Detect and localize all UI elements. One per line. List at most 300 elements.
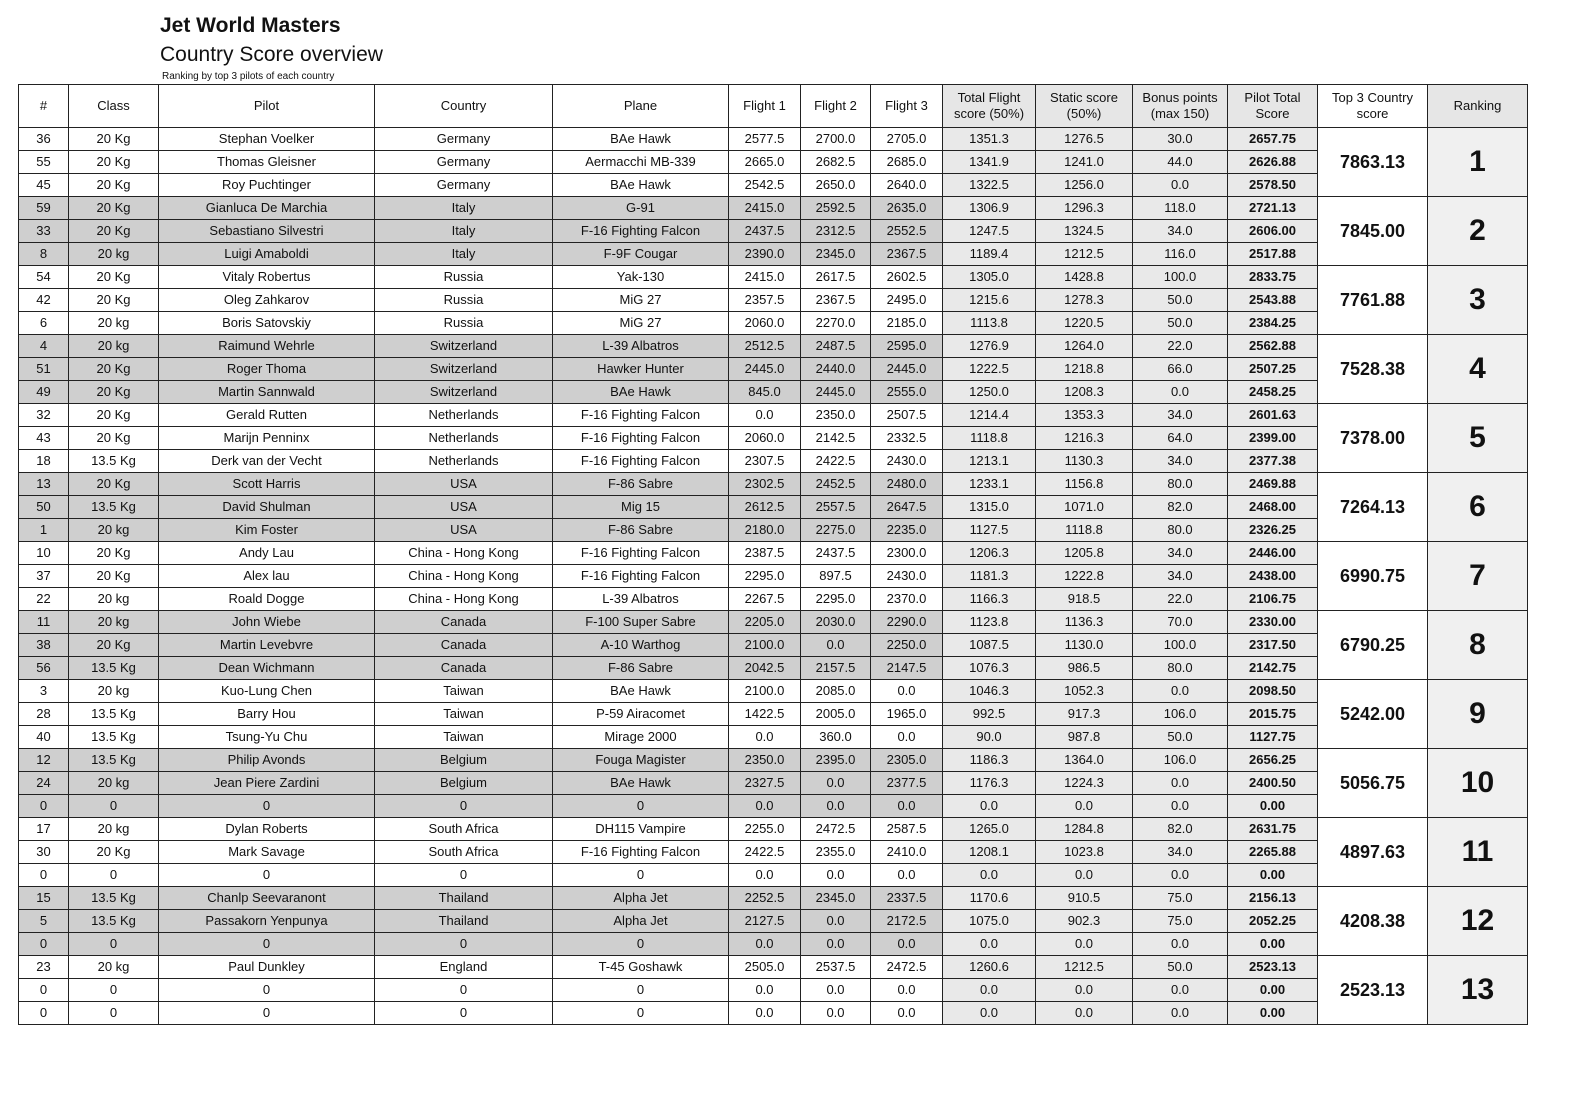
cell-pilot-number: 28 <box>19 703 69 726</box>
ranking-cell: 2 <box>1428 197 1528 266</box>
cell-class: 20 kg <box>69 243 159 266</box>
cell-flight-1: 2422.5 <box>729 841 801 864</box>
country-score-cell: 6790.25 <box>1318 611 1428 680</box>
cell-flight-2: 0.0 <box>801 933 871 956</box>
cell-flight-3: 2377.5 <box>871 772 943 795</box>
cell-plane: 0 <box>553 933 729 956</box>
cell-pilot-total-score: 2265.88 <box>1228 841 1318 864</box>
cell-pilot-total-score: 2015.75 <box>1228 703 1318 726</box>
table-row <box>19 128 1528 151</box>
cell-plane: F-9F Cougar <box>553 243 729 266</box>
cell-flight-1: 2350.0 <box>729 749 801 772</box>
cell-class: 20 Kg <box>69 151 159 174</box>
cell-country: Russia <box>375 266 553 289</box>
cell-pilot-name: Barry Hou <box>159 703 375 726</box>
table-row <box>19 427 1528 450</box>
cell-bonus-points: 100.0 <box>1133 266 1228 289</box>
cell-pilot-number: 24 <box>19 772 69 795</box>
table-row <box>19 657 1528 680</box>
cell-flight-3: 2305.0 <box>871 749 943 772</box>
cell-pilot-total-score: 1127.75 <box>1228 726 1318 749</box>
cell-class: 20 kg <box>69 611 159 634</box>
cell-class: 0 <box>69 979 159 1002</box>
cell-flight-3: 2472.5 <box>871 956 943 979</box>
cell-class: 20 Kg <box>69 358 159 381</box>
cell-flight-2: 0.0 <box>801 910 871 933</box>
cell-pilot-number: 30 <box>19 841 69 864</box>
table-row <box>19 772 1528 795</box>
cell-pilot-number: 0 <box>19 1002 69 1025</box>
cell-static-score: 1276.5 <box>1036 128 1133 151</box>
cell-pilot-number: 55 <box>19 151 69 174</box>
cell-flight-1: 0.0 <box>729 795 801 818</box>
cell-country: Germany <box>375 151 553 174</box>
cell-pilot-name: 0 <box>159 979 375 1002</box>
cell-plane: F-16 Fighting Falcon <box>553 220 729 243</box>
cell-plane: Hawker Hunter <box>553 358 729 381</box>
cell-pilot-total-score: 2517.88 <box>1228 243 1318 266</box>
cell-pilot-name: Martin Sannwald <box>159 381 375 404</box>
cell-pilot-total-score: 2399.00 <box>1228 427 1318 450</box>
table-row <box>19 864 1528 887</box>
cell-total-flight-score: 1166.3 <box>943 588 1036 611</box>
ranking-cell: 1 <box>1428 128 1528 197</box>
cell-flight-1: 2505.0 <box>729 956 801 979</box>
cell-flight-1: 2127.5 <box>729 910 801 933</box>
cell-class: 20 Kg <box>69 404 159 427</box>
cell-country: Thailand <box>375 910 553 933</box>
cell-total-flight-score: 1215.6 <box>943 289 1036 312</box>
cell-country: Netherlands <box>375 427 553 450</box>
cell-pilot-total-score: 2052.25 <box>1228 910 1318 933</box>
cell-flight-3: 0.0 <box>871 1002 943 1025</box>
cell-pilot-number: 18 <box>19 450 69 473</box>
cell-pilot-number: 0 <box>19 864 69 887</box>
cell-flight-3: 2647.5 <box>871 496 943 519</box>
cell-flight-3: 2185.0 <box>871 312 943 335</box>
cell-country: Canada <box>375 634 553 657</box>
cell-country: China - Hong Kong <box>375 542 553 565</box>
cell-plane: F-16 Fighting Falcon <box>553 404 729 427</box>
cell-country: Belgium <box>375 749 553 772</box>
cell-static-score: 1324.5 <box>1036 220 1133 243</box>
table-row <box>19 588 1528 611</box>
document-subtitle: Country Score overview <box>160 43 383 66</box>
cell-plane: L-39 Albatros <box>553 335 729 358</box>
cell-flight-1: 2295.0 <box>729 565 801 588</box>
col-header-class: Class <box>69 85 159 128</box>
col-header-flight-1: Flight 1 <box>729 85 801 128</box>
cell-plane: F-16 Fighting Falcon <box>553 841 729 864</box>
country-score-cell: 2523.13 <box>1318 956 1428 1025</box>
cell-pilot-number: 1 <box>19 519 69 542</box>
cell-country: England <box>375 956 553 979</box>
cell-plane: Mig 15 <box>553 496 729 519</box>
cell-pilot-number: 50 <box>19 496 69 519</box>
cell-flight-2: 2445.0 <box>801 381 871 404</box>
cell-pilot-name: Marijn Penninx <box>159 427 375 450</box>
cell-static-score: 1130.3 <box>1036 450 1133 473</box>
cell-total-flight-score: 1113.8 <box>943 312 1036 335</box>
cell-pilot-total-score: 2330.00 <box>1228 611 1318 634</box>
cell-pilot-name: Mark Savage <box>159 841 375 864</box>
cell-class: 0 <box>69 795 159 818</box>
cell-total-flight-score: 0.0 <box>943 979 1036 1002</box>
cell-class: 13.5 Kg <box>69 726 159 749</box>
cell-pilot-number: 42 <box>19 289 69 312</box>
cell-bonus-points: 66.0 <box>1133 358 1228 381</box>
cell-static-score: 1156.8 <box>1036 473 1133 496</box>
cell-flight-2: 2157.5 <box>801 657 871 680</box>
cell-plane: MiG 27 <box>553 289 729 312</box>
cell-pilot-number: 11 <box>19 611 69 634</box>
cell-flight-3: 0.0 <box>871 726 943 749</box>
cell-static-score: 910.5 <box>1036 887 1133 910</box>
cell-pilot-name: Chanlp Seevaranont <box>159 887 375 910</box>
cell-pilot-total-score: 2458.25 <box>1228 381 1318 404</box>
cell-plane: Yak-130 <box>553 266 729 289</box>
cell-static-score: 917.3 <box>1036 703 1133 726</box>
col-header-country: Country <box>375 85 553 128</box>
cell-bonus-points: 0.0 <box>1133 933 1228 956</box>
cell-flight-1: 2437.5 <box>729 220 801 243</box>
cell-total-flight-score: 1206.3 <box>943 542 1036 565</box>
cell-pilot-number: 17 <box>19 818 69 841</box>
cell-plane: L-39 Albatros <box>553 588 729 611</box>
col-header-plane: Plane <box>553 85 729 128</box>
cell-class: 20 kg <box>69 588 159 611</box>
cell-country: 0 <box>375 979 553 1002</box>
cell-flight-2: 2005.0 <box>801 703 871 726</box>
table-row <box>19 703 1528 726</box>
country-score-cell: 7378.00 <box>1318 404 1428 473</box>
cell-bonus-points: 75.0 <box>1133 910 1228 933</box>
cell-total-flight-score: 0.0 <box>943 1002 1036 1025</box>
cell-bonus-points: 22.0 <box>1133 335 1228 358</box>
table-row <box>19 565 1528 588</box>
cell-plane: 0 <box>553 795 729 818</box>
cell-pilot-name: Martin Levebvre <box>159 634 375 657</box>
cell-total-flight-score: 1127.5 <box>943 519 1036 542</box>
cell-class: 20 kg <box>69 956 159 979</box>
cell-flight-3: 2430.0 <box>871 565 943 588</box>
cell-plane: DH115 Vampire <box>553 818 729 841</box>
cell-class: 20 Kg <box>69 289 159 312</box>
cell-static-score: 1212.5 <box>1036 243 1133 266</box>
cell-static-score: 0.0 <box>1036 1002 1133 1025</box>
cell-pilot-total-score: 2606.00 <box>1228 220 1318 243</box>
cell-plane: 0 <box>553 864 729 887</box>
cell-flight-2: 2295.0 <box>801 588 871 611</box>
cell-pilot-number: 54 <box>19 266 69 289</box>
cell-pilot-number: 38 <box>19 634 69 657</box>
cell-pilot-number: 43 <box>19 427 69 450</box>
cell-bonus-points: 34.0 <box>1133 450 1228 473</box>
cell-bonus-points: 106.0 <box>1133 749 1228 772</box>
cell-country: South Africa <box>375 818 553 841</box>
cell-pilot-number: 10 <box>19 542 69 565</box>
cell-flight-2: 2617.5 <box>801 266 871 289</box>
cell-total-flight-score: 1305.0 <box>943 266 1036 289</box>
cell-pilot-name: Dean Wichmann <box>159 657 375 680</box>
cell-country: Taiwan <box>375 703 553 726</box>
cell-country: Switzerland <box>375 335 553 358</box>
cell-pilot-total-score: 2156.13 <box>1228 887 1318 910</box>
cell-class: 20 kg <box>69 312 159 335</box>
cell-pilot-total-score: 2446.00 <box>1228 542 1318 565</box>
cell-country: Netherlands <box>375 450 553 473</box>
cell-pilot-name: Gerald Rutten <box>159 404 375 427</box>
cell-bonus-points: 75.0 <box>1133 887 1228 910</box>
cell-flight-3: 2250.0 <box>871 634 943 657</box>
cell-plane: G-91 <box>553 197 729 220</box>
cell-pilot-number: 22 <box>19 588 69 611</box>
cell-flight-2: 2350.0 <box>801 404 871 427</box>
cell-class: 20 Kg <box>69 381 159 404</box>
country-score-cell: 6990.75 <box>1318 542 1428 611</box>
cell-static-score: 1256.0 <box>1036 174 1133 197</box>
cell-flight-3: 2705.0 <box>871 128 943 151</box>
cell-flight-3: 2147.5 <box>871 657 943 680</box>
cell-total-flight-score: 1170.6 <box>943 887 1036 910</box>
cell-pilot-total-score: 2657.75 <box>1228 128 1318 151</box>
cell-pilot-total-score: 2601.63 <box>1228 404 1318 427</box>
cell-flight-2: 2345.0 <box>801 887 871 910</box>
cell-static-score: 0.0 <box>1036 933 1133 956</box>
cell-class: 13.5 Kg <box>69 910 159 933</box>
cell-plane: P-59 Airacomet <box>553 703 729 726</box>
cell-total-flight-score: 1213.1 <box>943 450 1036 473</box>
cell-flight-1: 845.0 <box>729 381 801 404</box>
cell-total-flight-score: 1250.0 <box>943 381 1036 404</box>
cell-flight-1: 2180.0 <box>729 519 801 542</box>
col-header-bonus-points: Bonus points (max 150) <box>1133 85 1228 128</box>
ranking-cell: 7 <box>1428 542 1528 611</box>
cell-static-score: 987.8 <box>1036 726 1133 749</box>
cell-static-score: 1224.3 <box>1036 772 1133 795</box>
cell-pilot-total-score: 2631.75 <box>1228 818 1318 841</box>
cell-flight-3: 0.0 <box>871 933 943 956</box>
cell-class: 13.5 Kg <box>69 749 159 772</box>
cell-flight-1: 2060.0 <box>729 312 801 335</box>
cell-country: Russia <box>375 289 553 312</box>
cell-pilot-number: 40 <box>19 726 69 749</box>
cell-flight-1: 0.0 <box>729 726 801 749</box>
cell-pilot-number: 33 <box>19 220 69 243</box>
cell-plane: BAe Hawk <box>553 772 729 795</box>
cell-flight-2: 2537.5 <box>801 956 871 979</box>
cell-bonus-points: 70.0 <box>1133 611 1228 634</box>
cell-country: China - Hong Kong <box>375 588 553 611</box>
cell-class: 20 Kg <box>69 542 159 565</box>
cell-pilot-name: John Wiebe <box>159 611 375 634</box>
cell-flight-1: 2307.5 <box>729 450 801 473</box>
cell-country: USA <box>375 496 553 519</box>
cell-pilot-number: 15 <box>19 887 69 910</box>
cell-pilot-total-score: 2469.88 <box>1228 473 1318 496</box>
cell-total-flight-score: 1322.5 <box>943 174 1036 197</box>
cell-country: 0 <box>375 864 553 887</box>
cell-total-flight-score: 992.5 <box>943 703 1036 726</box>
cell-static-score: 1216.3 <box>1036 427 1133 450</box>
cell-bonus-points: 44.0 <box>1133 151 1228 174</box>
cell-bonus-points: 82.0 <box>1133 818 1228 841</box>
table-row <box>19 887 1528 910</box>
cell-bonus-points: 34.0 <box>1133 220 1228 243</box>
cell-flight-2: 0.0 <box>801 795 871 818</box>
cell-bonus-points: 30.0 <box>1133 128 1228 151</box>
cell-total-flight-score: 1186.3 <box>943 749 1036 772</box>
country-score-cell: 7264.13 <box>1318 473 1428 542</box>
cell-flight-2: 2437.5 <box>801 542 871 565</box>
cell-country: Canada <box>375 611 553 634</box>
table-row <box>19 611 1528 634</box>
col-header-pilot-total-score: Pilot Total Score <box>1228 85 1318 128</box>
cell-bonus-points: 50.0 <box>1133 289 1228 312</box>
table-row <box>19 450 1528 473</box>
cell-bonus-points: 80.0 <box>1133 473 1228 496</box>
table-row <box>19 473 1528 496</box>
col-header-ranking: Ranking <box>1428 85 1528 128</box>
cell-flight-3: 0.0 <box>871 795 943 818</box>
country-score-cell: 4897.63 <box>1318 818 1428 887</box>
cell-class: 13.5 Kg <box>69 496 159 519</box>
cell-flight-3: 2290.0 <box>871 611 943 634</box>
table-body <box>19 128 1528 1025</box>
cell-pilot-number: 37 <box>19 565 69 588</box>
cell-flight-3: 2370.0 <box>871 588 943 611</box>
cell-flight-1: 1422.5 <box>729 703 801 726</box>
cell-flight-3: 0.0 <box>871 680 943 703</box>
cell-total-flight-score: 1046.3 <box>943 680 1036 703</box>
cell-flight-2: 2700.0 <box>801 128 871 151</box>
cell-static-score: 1220.5 <box>1036 312 1133 335</box>
cell-pilot-total-score: 2523.13 <box>1228 956 1318 979</box>
cell-pilot-name: Thomas Gleisner <box>159 151 375 174</box>
ranking-cell: 10 <box>1428 749 1528 818</box>
cell-flight-1: 2415.0 <box>729 266 801 289</box>
ranking-cell: 6 <box>1428 473 1528 542</box>
cell-flight-1: 2577.5 <box>729 128 801 151</box>
cell-total-flight-score: 1176.3 <box>943 772 1036 795</box>
cell-flight-3: 2172.5 <box>871 910 943 933</box>
cell-class: 0 <box>69 864 159 887</box>
cell-static-score: 1118.8 <box>1036 519 1133 542</box>
cell-pilot-total-score: 0.00 <box>1228 864 1318 887</box>
cell-flight-2: 2142.5 <box>801 427 871 450</box>
cell-pilot-total-score: 2326.25 <box>1228 519 1318 542</box>
cell-country: 0 <box>375 1002 553 1025</box>
cell-flight-1: 2267.5 <box>729 588 801 611</box>
cell-pilot-name: Roald Dogge <box>159 588 375 611</box>
cell-plane: F-16 Fighting Falcon <box>553 542 729 565</box>
cell-flight-2: 2030.0 <box>801 611 871 634</box>
cell-pilot-total-score: 2098.50 <box>1228 680 1318 703</box>
cell-pilot-number: 23 <box>19 956 69 979</box>
cell-pilot-name: Luigi Amaboldi <box>159 243 375 266</box>
cell-flight-2: 897.5 <box>801 565 871 588</box>
cell-country: 0 <box>375 933 553 956</box>
cell-total-flight-score: 1075.0 <box>943 910 1036 933</box>
cell-class: 20 Kg <box>69 197 159 220</box>
cell-static-score: 986.5 <box>1036 657 1133 680</box>
cell-class: 13.5 Kg <box>69 450 159 473</box>
cell-total-flight-score: 1076.3 <box>943 657 1036 680</box>
cell-flight-1: 0.0 <box>729 979 801 1002</box>
cell-flight-3: 2640.0 <box>871 174 943 197</box>
cell-country: Italy <box>375 197 553 220</box>
cell-pilot-total-score: 0.00 <box>1228 933 1318 956</box>
cell-flight-2: 0.0 <box>801 979 871 1002</box>
cell-class: 20 kg <box>69 818 159 841</box>
cell-pilot-number: 59 <box>19 197 69 220</box>
table-row <box>19 289 1528 312</box>
cell-class: 13.5 Kg <box>69 657 159 680</box>
cell-country: Netherlands <box>375 404 553 427</box>
cell-total-flight-score: 1315.0 <box>943 496 1036 519</box>
cell-pilot-total-score: 2578.50 <box>1228 174 1318 197</box>
cell-flight-3: 2595.0 <box>871 335 943 358</box>
cell-pilot-number: 0 <box>19 979 69 1002</box>
cell-pilot-name: Oleg Zahkarov <box>159 289 375 312</box>
cell-flight-1: 2357.5 <box>729 289 801 312</box>
cell-pilot-total-score: 2626.88 <box>1228 151 1318 174</box>
cell-flight-1: 0.0 <box>729 864 801 887</box>
table-row <box>19 933 1528 956</box>
cell-total-flight-score: 1247.5 <box>943 220 1036 243</box>
cell-pilot-name: 0 <box>159 933 375 956</box>
cell-bonus-points: 22.0 <box>1133 588 1228 611</box>
table-row <box>19 634 1528 657</box>
cell-pilot-number: 51 <box>19 358 69 381</box>
cell-plane: F-16 Fighting Falcon <box>553 427 729 450</box>
cell-pilot-name: Andy Lau <box>159 542 375 565</box>
cell-pilot-number: 0 <box>19 795 69 818</box>
cell-pilot-total-score: 0.00 <box>1228 979 1318 1002</box>
country-score-cell: 5056.75 <box>1318 749 1428 818</box>
cell-pilot-number: 36 <box>19 128 69 151</box>
cell-class: 13.5 Kg <box>69 887 159 910</box>
cell-pilot-total-score: 2384.25 <box>1228 312 1318 335</box>
cell-pilot-number: 8 <box>19 243 69 266</box>
cell-static-score: 1212.5 <box>1036 956 1133 979</box>
cell-flight-3: 2480.0 <box>871 473 943 496</box>
cell-pilot-number: 49 <box>19 381 69 404</box>
cell-pilot-name: Tsung-Yu Chu <box>159 726 375 749</box>
cell-pilot-total-score: 2507.25 <box>1228 358 1318 381</box>
ranking-cell: 9 <box>1428 680 1528 749</box>
cell-pilot-name: David Shulman <box>159 496 375 519</box>
cell-total-flight-score: 1087.5 <box>943 634 1036 657</box>
cell-total-flight-score: 0.0 <box>943 795 1036 818</box>
cell-total-flight-score: 1306.9 <box>943 197 1036 220</box>
cell-static-score: 1205.8 <box>1036 542 1133 565</box>
cell-class: 20 Kg <box>69 565 159 588</box>
cell-flight-2: 2355.0 <box>801 841 871 864</box>
table-row <box>19 910 1528 933</box>
cell-static-score: 0.0 <box>1036 979 1133 1002</box>
cell-flight-2: 360.0 <box>801 726 871 749</box>
table-row <box>19 818 1528 841</box>
header-row <box>19 85 1528 128</box>
cell-bonus-points: 118.0 <box>1133 197 1228 220</box>
cell-class: 20 Kg <box>69 427 159 450</box>
cell-flight-3: 2495.0 <box>871 289 943 312</box>
cell-class: 0 <box>69 1002 159 1025</box>
cell-pilot-total-score: 2317.50 <box>1228 634 1318 657</box>
cell-pilot-name: Paul Dunkley <box>159 956 375 979</box>
cell-bonus-points: 0.0 <box>1133 1002 1228 1025</box>
